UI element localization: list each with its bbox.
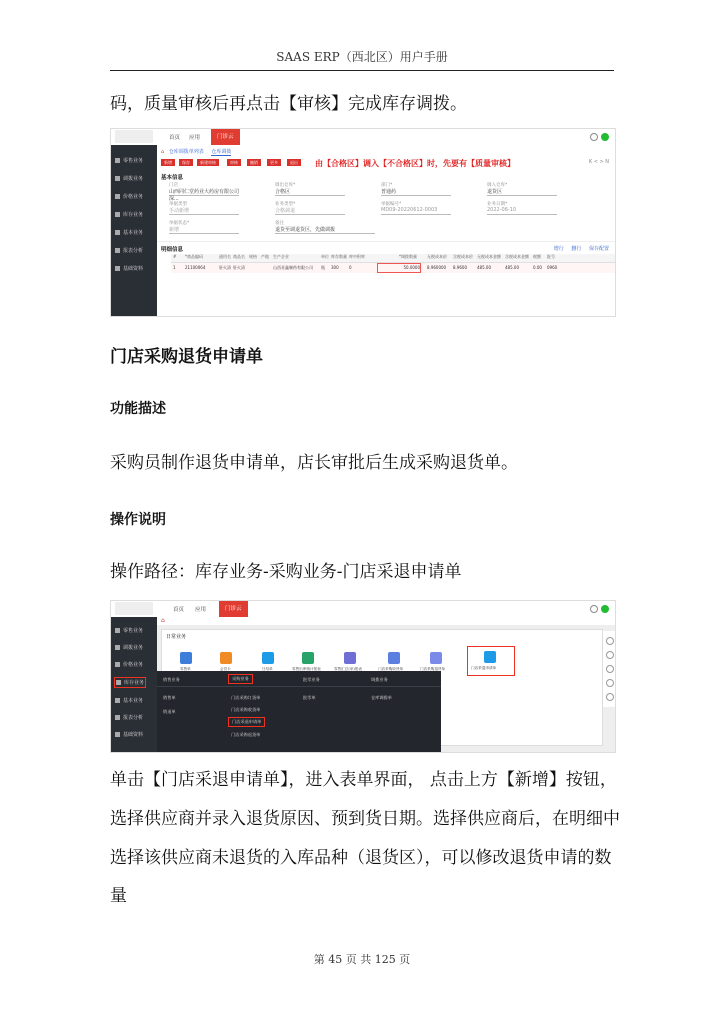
search-icon[interactable] — [590, 133, 598, 141]
menu-col-purchase[interactable]: 采购业务 — [229, 675, 252, 683]
field-biz-type[interactable]: 合格调退 — [275, 207, 345, 215]
field-label-in-warehouse: 调入仓库* — [487, 183, 508, 188]
sidebar2-item-reports[interactable]: 报表分析 — [115, 714, 143, 721]
breadcrumb-current[interactable]: 仓库调拨 — [211, 149, 232, 155]
tool-icon-2[interactable] — [606, 651, 614, 659]
app-retail-summary-label: 零售汇总(单)报表 — [334, 667, 362, 671]
app-member-icon[interactable] — [220, 652, 232, 664]
tool-icon-3[interactable] — [606, 665, 614, 673]
field-doc-type: 手动新增 — [169, 207, 239, 215]
sidebar2-item-basic[interactable]: 基本业务 — [115, 697, 143, 704]
delete-row-link[interactable]: 删行 — [571, 246, 582, 252]
tab-clinic-cloud-2[interactable]: 门诊云 — [219, 601, 248, 617]
save-button[interactable]: 保存 — [179, 159, 193, 166]
tab-apps[interactable]: 应用 — [189, 135, 201, 141]
menu-item-sales-return[interactable]: 销退单 — [163, 709, 176, 714]
menu-col-sales: 销售业务 — [163, 677, 180, 682]
app-daily-close-icon[interactable] — [262, 652, 274, 664]
table-row[interactable]: 1 21100064 肝火清 肝火清 山西亚鑫制药有限公司 瓶 300 0 50.0000 8.960000 8.9600 485.00 485.00 0.00 0960 — [171, 263, 615, 273]
tab-home[interactable]: 首页 — [169, 135, 181, 141]
red-annotation: 由【合格区】调入【不合格区】时，先要有【质量审核】 — [315, 159, 515, 168]
app-purchase-return-label: 门店采购退货单 — [420, 667, 446, 671]
sidebar-item-price[interactable]: 价格业务 — [115, 193, 143, 200]
field-label-biz-date: 业务日期* — [487, 202, 508, 207]
top-bar — [111, 129, 615, 146]
transfer-qty-input[interactable]: 50.0000 — [377, 263, 421, 273]
heading-operations: 操作说明 — [110, 512, 166, 528]
tab-clinic-cloud[interactable]: 门诊云 — [211, 129, 240, 145]
menu-item-purchase-order[interactable]: 门店采购订货单 — [231, 695, 261, 700]
new-button[interactable]: 新增 — [161, 159, 175, 166]
sidebar2-item-price[interactable]: 价格业务 — [115, 661, 143, 668]
field-remark[interactable]: 退货至调退货区，先做调拨 — [275, 226, 375, 234]
app-return-request-tile[interactable] — [468, 647, 514, 675]
revoke-button[interactable]: 撤销 — [247, 159, 261, 166]
field-in-warehouse[interactable]: 退货区 — [487, 188, 557, 196]
breadcrumb: ⌂ 仓库调拨单列表 仓库调拨 — [161, 149, 232, 155]
body-line-1: 单击【门店采退申请单】，进入表单界面， 点击上方【新增】按钮， — [110, 770, 617, 790]
create-audit-button[interactable]: 新建审核 — [197, 159, 219, 166]
menu-col-transfer: 调拨业务 — [371, 677, 388, 682]
sidebar-item-stock[interactable]: 库存业务 — [115, 211, 143, 218]
paragraph-1: 码，质量审核后再点击【审核】完成库存调拨。 — [110, 94, 467, 114]
field-doc-status: 新增 — [169, 226, 239, 234]
sidebar-item-transfer[interactable]: 调拨业务 — [115, 175, 143, 182]
screenshot-menu — [110, 600, 616, 753]
search-icon-2[interactable] — [590, 605, 598, 613]
screenshot-stock-transfer — [110, 128, 616, 317]
section-basic-info: 基本信息 — [161, 175, 184, 181]
more-button[interactable]: 更多 — [267, 159, 281, 166]
page-header: SAAS ERP（西北区）用户手册 — [276, 50, 448, 64]
menu-item-wholesale[interactable]: 批零单 — [303, 695, 316, 700]
sidebar-2 — [111, 617, 157, 752]
stock-business-menu — [157, 671, 441, 752]
menu-item-sales[interactable]: 销售单 — [163, 695, 176, 700]
add-row-link[interactable]: 增行 — [553, 246, 564, 252]
settings-icon[interactable] — [606, 693, 614, 701]
breadcrumb-list[interactable]: 仓库调拨单列表 — [168, 149, 204, 155]
menu-item-purchase-receive[interactable]: 门店采购收货单 — [231, 707, 261, 712]
tab-apps-2[interactable]: 应用 — [195, 607, 207, 613]
refresh-icon[interactable] — [606, 679, 614, 687]
header-rule — [110, 70, 614, 71]
field-doc-no: MD09-20220612-0003 — [381, 207, 451, 215]
panel-title: 日常业务 — [166, 634, 187, 640]
menu-item-return-request[interactable]: 门店采退申请单 — [229, 718, 264, 726]
sidebar-item-reports[interactable]: 报表分析 — [115, 247, 143, 254]
field-biz-date[interactable]: 2022-06-10 — [487, 207, 557, 215]
app-retail-stat-label: 零售出库统计报表 — [292, 667, 321, 671]
menu-item-warehouse-transfer[interactable]: 仓库调拨单 — [371, 695, 392, 700]
sidebar2-item-transfer[interactable]: 调拨业务 — [115, 644, 143, 651]
right-toolbar — [602, 631, 615, 707]
field-label-doc-type: 单据类型 — [169, 202, 187, 207]
sidebar — [111, 145, 157, 316]
audit-button[interactable]: 审核 — [227, 159, 241, 166]
body-line-3: 选择该供应商未退货的入库品种（退货区），可以修改退货申请的数 — [110, 848, 612, 868]
app-purchase-receive-label: 门店采购收货单 — [378, 667, 404, 671]
app-purchase-receive-icon[interactable] — [388, 652, 400, 664]
field-label-doc-status: 单据状态* — [169, 221, 190, 226]
user-status-icon-2[interactable] — [601, 605, 609, 613]
menu-item-purchase-return[interactable]: 门店采购退货单 — [231, 732, 261, 737]
app-return-request-label: 门店采退申请单 — [471, 666, 497, 670]
app-return-request-icon — [484, 651, 496, 663]
sidebar2-item-master-data[interactable]: 基础资料 — [115, 731, 143, 738]
sidebar-item-master-data[interactable]: 基础资料 — [115, 265, 143, 272]
app-member-label: 会员卡 — [220, 667, 231, 671]
section-title: 门店采购退货申请单 — [110, 347, 263, 367]
body-line-4: 量 — [110, 886, 127, 906]
field-department[interactable]: 普通药 — [381, 188, 451, 196]
app-retail-label: 零售单 — [180, 667, 191, 671]
field-label-remark: 备注 — [275, 221, 284, 226]
field-label-store: 门店 — [169, 183, 178, 188]
menu-col-wholesale: 批零业务 — [303, 677, 320, 682]
heading-function: 功能描述 — [110, 401, 166, 417]
app-retail-stat-icon[interactable] — [302, 652, 314, 664]
app-logo-2 — [115, 602, 153, 615]
field-label-out-warehouse: 调出仓库* — [275, 183, 296, 188]
tool-icon-1[interactable] — [606, 637, 614, 645]
sidebar-item-retail[interactable]: 零售业务 — [115, 157, 143, 164]
sidebar-item-basic[interactable]: 基本业务 — [115, 229, 143, 236]
top-bar-2 — [111, 601, 615, 618]
save-config-link[interactable]: 保存配置 — [588, 246, 609, 252]
body-line-2: 选择供应商并录入退货原因、预到货日期。选择供应商后，在明细中 — [110, 809, 620, 829]
section-detail-info: 明细信息 — [161, 247, 184, 253]
field-store[interactable]: 山西同仁堂药业大药房有限公司深... — [169, 189, 240, 202]
app-daily-close-label: 日结单 — [262, 667, 273, 671]
sidebar2-item-retail[interactable]: 零售业务 — [115, 627, 143, 634]
home-icon[interactable]: ⌂ — [161, 617, 165, 624]
tab-home-2[interactable]: 首页 — [173, 607, 185, 613]
field-label-department: 部门* — [381, 183, 393, 188]
page-footer: 第 45 页 共 125 页 — [313, 953, 411, 966]
function-description: 采购员制作退货申请单，店长审批后生成采购退货单。 — [110, 453, 518, 473]
field-label-doc-no: 单据编号* — [381, 202, 402, 207]
sidebar2-item-stock[interactable]: 库存业务 — [115, 678, 145, 687]
record-nav[interactable]: K < > N — [588, 159, 609, 165]
user-status-icon[interactable] — [601, 133, 609, 141]
app-retail-icon[interactable] — [180, 652, 192, 664]
app-purchase-return-icon[interactable] — [430, 652, 442, 664]
operation-path: 操作路径：库存业务-采购业务-门店采退申请单 — [110, 562, 462, 582]
app-retail-summary-icon[interactable] — [344, 652, 356, 664]
field-label-biz-type: 业务类型* — [275, 202, 296, 207]
field-out-warehouse[interactable]: 合格区 — [275, 188, 345, 196]
detail-table-header: # *商品编码 通用名 商品名 规格 产地 生产企业 单位 库存数量 库中积库 *调拨数量 无税成本价 含税成本价 无税成本金额 含税成本金额 税额 批号 — [171, 254, 615, 263]
app-logo — [115, 130, 153, 143]
exit-button[interactable]: 退出 — [287, 159, 301, 166]
